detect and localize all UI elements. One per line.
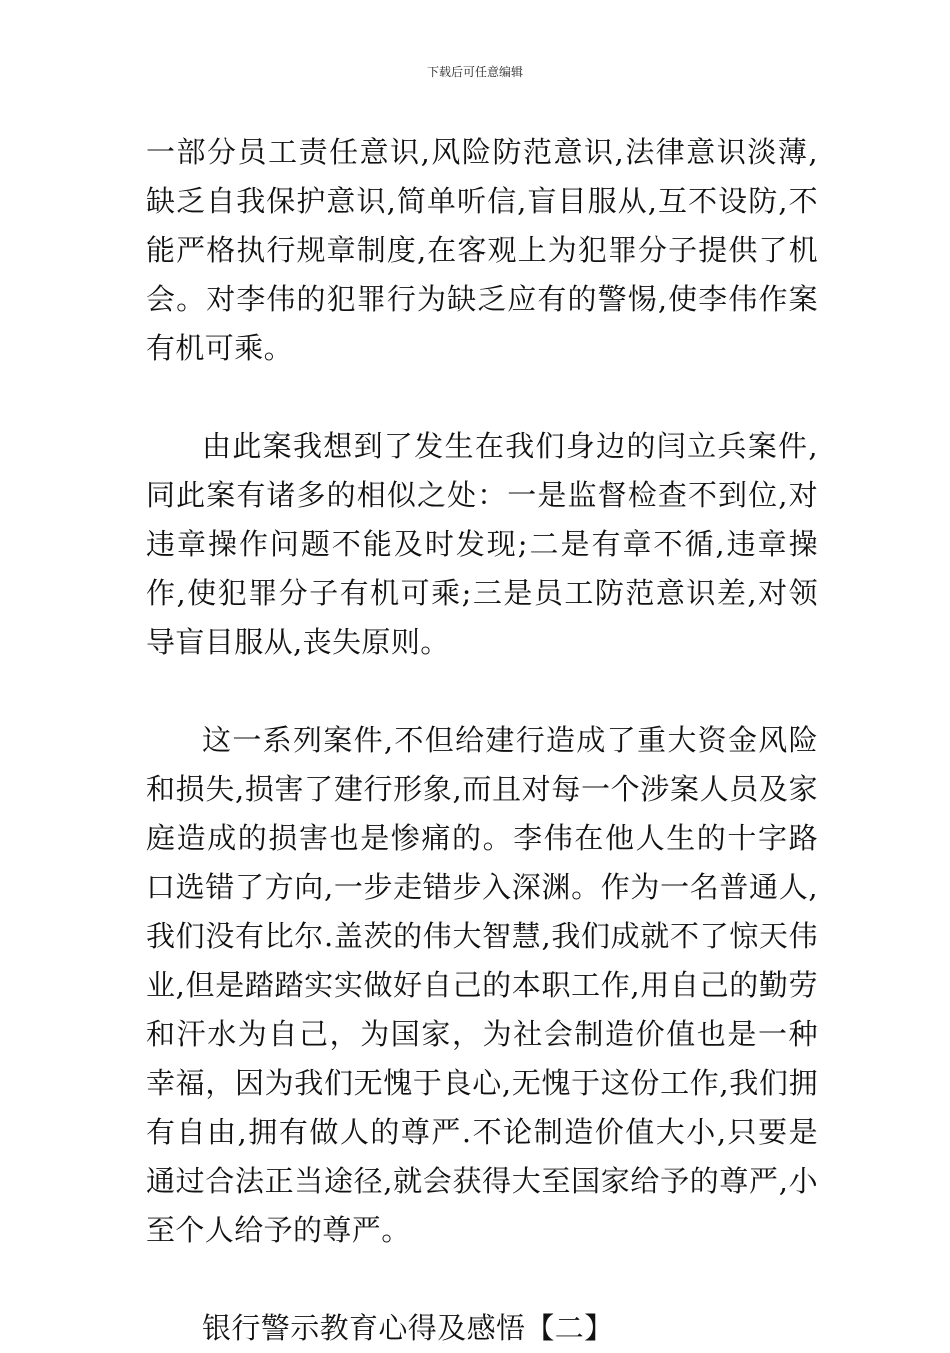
paragraph-spacer — [146, 667, 818, 716]
paragraph-3: 这一系列案件,不但给建行造成了重大资金风险和损失,损害了建行形象,而且对每一个涉案人员及家庭造成的损害也是惨痛的。李伟在他人生的十字路口选错了方向,一步走错步入深渊。作为一名普通人,我们没有比尔.盖茨的伟大智慧,我们成就不了惊天伟业,但是踏踏实实做好自己的本职工作,用自己的勤劳和汗水为自己，为国家，为社会制造价值也是一种幸福，因为我们无愧于良心,无愧于这份工作,我们拥有自由,拥有做人的尊严.不论制造价值大小,只要是通过合法正当途径,就会获得大至国家给予的尊严,小至个人给予的尊严。 — [146, 723, 818, 1247]
paragraph-1: 一部分员工责任意识,风险防范意识,法律意识淡薄,缺乏自我保护意识,简单听信,盲目服从,互不设防,不能严格执行规章制度,在客观上为犯罪分子提供了机会。对李伟的犯罪行为缺乏应有的警惕,使李伟作案有机可乘。 — [146, 135, 818, 365]
page-header: 下载后可任意编辑 — [426, 65, 523, 79]
paragraph-2: 由此案我想到了发生在我们身边的闫立兵案件,同此案有诸多的相似之处：一是监督检查不到位,对违章操作问题不能及时发现;二是有章不循,违章操作,使犯罪分子有机可乘;三是员工防范意识差,对领导盲目服从,丧失原则。 — [146, 429, 818, 659]
paragraph-spacer — [146, 373, 818, 422]
section-heading: 银行警示教育心得及感悟【二】 — [202, 1311, 614, 1345]
paragraph-spacer — [146, 1255, 818, 1304]
document-body — [146, 128, 818, 1353]
